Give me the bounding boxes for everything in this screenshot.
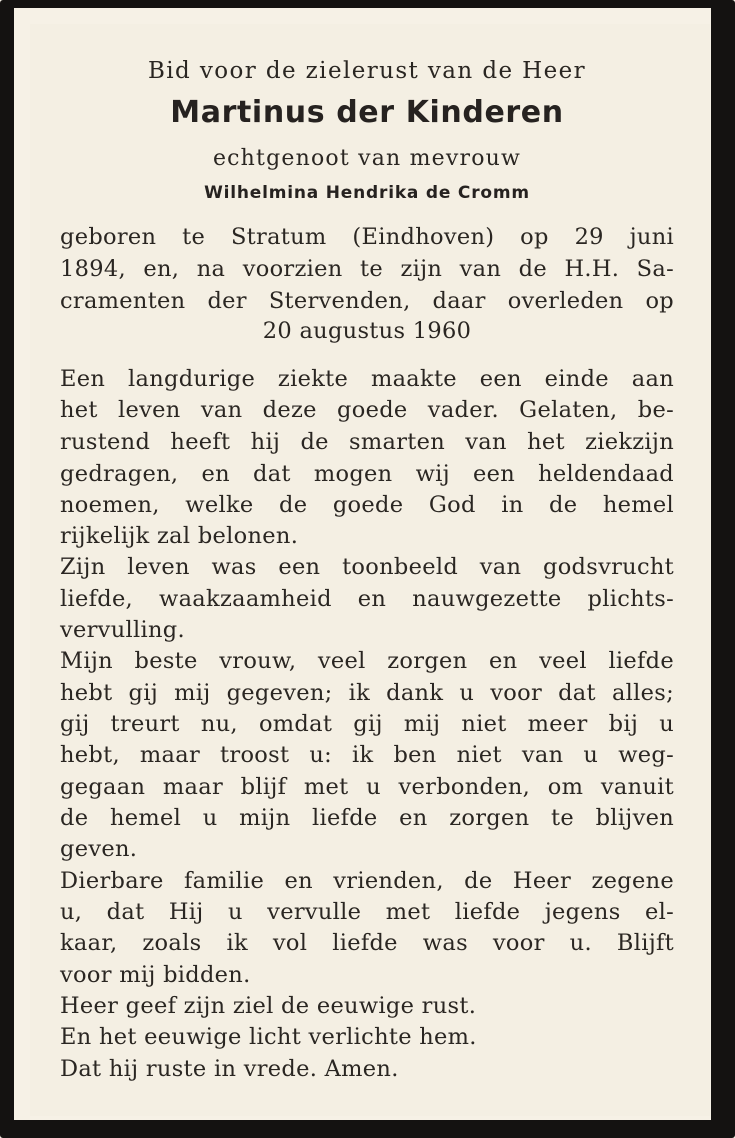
- body-line: rijkelijk zal belonen.: [60, 523, 299, 549]
- prayer-intro: Bid voor de zielerust van de Heer: [147, 58, 587, 84]
- biography-line: 1894, en, na voorzien te zijn van de H.H. Sa-: [60, 256, 674, 282]
- biography-line: geboren te Stratum (Eindhoven) op 29 juni: [60, 224, 674, 250]
- body-line: geven.: [60, 836, 138, 862]
- body-line: u, dat Hij u vervulle met liefde jegens el-: [60, 899, 674, 925]
- body-line: Mijn beste vrouw, veel zorgen en veel liefde: [60, 648, 674, 674]
- body-line: liefde, waakzaamheid en nauwgezette plichts-: [60, 586, 674, 612]
- body-line: voor mij bidden.: [60, 962, 251, 988]
- body-line: Dierbare familie en vrienden, de Heer zegene: [60, 868, 674, 894]
- body-line: En het eeuwige licht verlichte hem.: [60, 1024, 477, 1050]
- body-line: hebt gij mij gegeven; ik dank u voor dat alles;: [60, 680, 674, 706]
- body-line: noemen, welke de goede God in de hemel: [60, 492, 674, 518]
- body-line: Zijn leven was een toonbeeld van godsvrucht: [60, 554, 674, 580]
- body-line: het leven van deze goede vader. Gelaten, be-: [60, 397, 674, 423]
- body-line: rustend heeft hij de smarten van het ziekzijn: [60, 429, 674, 455]
- spouse-name: Wilhelmina Hendrika de Cromm: [204, 183, 530, 203]
- body-line: hebt, maar troost u: ik ben niet van u weg-: [60, 742, 674, 768]
- body-line: gedragen, en dat mogen wij een heldendaad: [60, 461, 674, 487]
- body-line: de hemel u mijn liefde en zorgen te blijven: [60, 805, 674, 831]
- biography-line: cramenten der Stervenden, daar overleden op: [60, 288, 674, 314]
- body-line: Dat hij ruste in vrede. Amen.: [60, 1056, 399, 1082]
- body-line: Heer geef zijn ziel de eeuwige rust.: [60, 993, 477, 1019]
- spouse-label: echtgenoot van mevrouw: [212, 146, 522, 171]
- biography-line: 20 augustus 1960: [262, 318, 472, 344]
- body-line: kaar, zoals ik vol liefde was voor u. Blijft: [60, 930, 674, 956]
- deceased-name: Martinus der Kinderen: [170, 95, 564, 130]
- body-line: vervulling.: [60, 617, 185, 643]
- body-line: gegaan maar blijf met u verbonden, om vanuit: [60, 774, 674, 800]
- body-line: gij treurt nu, omdat gij mij niet meer bij u: [60, 711, 674, 737]
- body-line: Een langdurige ziekte maakte een einde aan: [60, 366, 674, 392]
